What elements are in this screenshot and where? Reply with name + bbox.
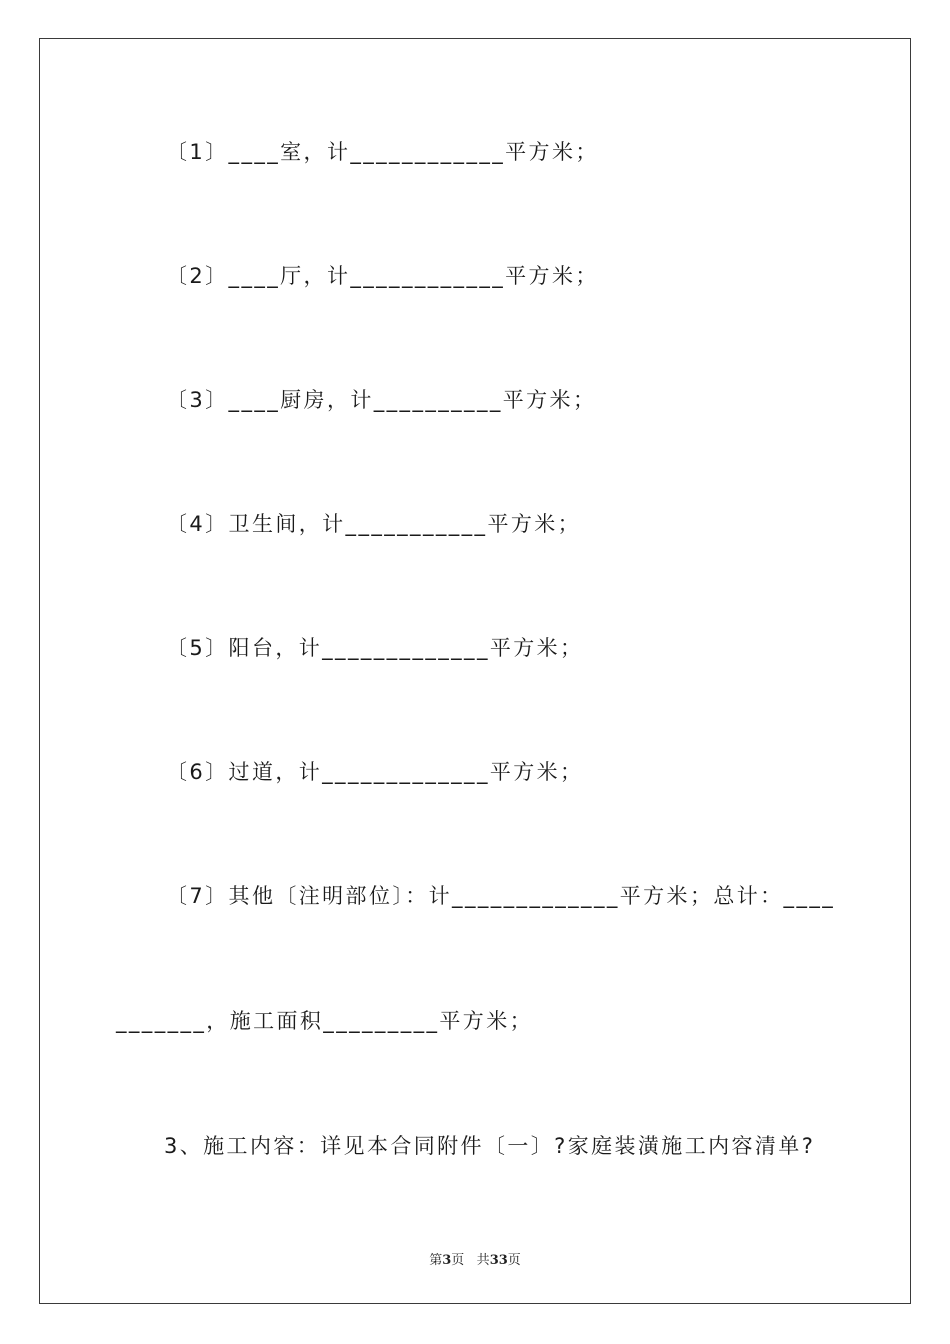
area-line-5: 〔5〕阳台，计_____________平方米；	[166, 636, 584, 660]
page-border	[39, 38, 911, 1304]
total-pages: 33	[489, 1253, 508, 1268]
area-line-2: 〔2〕____厅，计____________平方米；	[166, 264, 599, 288]
construction-content-line: 3、施工内容：详见本合同附件〔一〕?家庭装潢施工内容清单?	[164, 1134, 816, 1158]
total-area-line: _______，施工面积_________平方米；	[116, 1009, 533, 1033]
page-footer	[0, 1249, 950, 1268]
total-suffix: 页	[507, 1253, 521, 1268]
area-line-6: 〔6〕过道，计_____________平方米；	[166, 760, 584, 784]
page-suffix: 页	[451, 1253, 465, 1268]
area-line-4: 〔4〕卫生间，计___________平方米；	[166, 512, 582, 536]
area-line-7: 〔7〕其他〔注明部位〕：计_____________平方米；总计：____	[166, 884, 836, 908]
area-line-3: 〔3〕____厨房，计__________平方米；	[166, 388, 597, 412]
total-prefix: 共	[476, 1253, 490, 1268]
page-prefix: 第	[429, 1253, 443, 1268]
area-line-1: 〔1〕____室，计____________平方米；	[166, 140, 599, 164]
page-number: 3	[442, 1253, 452, 1268]
